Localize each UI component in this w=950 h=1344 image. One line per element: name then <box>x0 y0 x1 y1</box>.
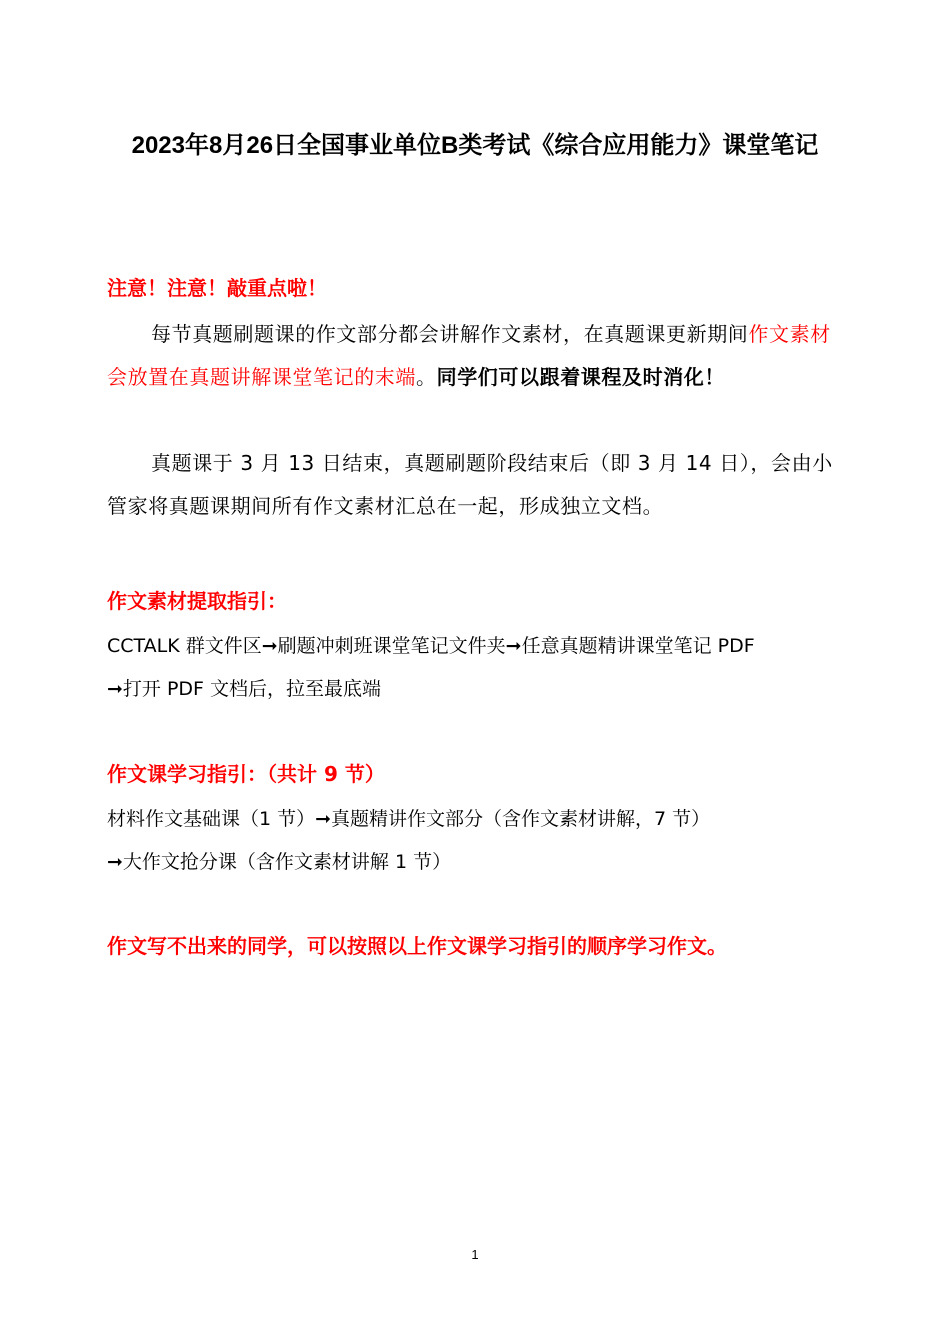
study-guide-section <box>107 759 847 884</box>
notice-paragraph-1 <box>107 313 847 399</box>
study-guide-heading: 作文课学习指引：（共计 9 节） <box>107 762 385 786</box>
study-guide-line-2: ➞大作文抢分课（含作文素材讲解 1 节） <box>107 851 452 873</box>
extraction-guide-heading: 作文素材提取指引： <box>107 589 287 613</box>
notice-paragraph-1-emphasis: 同学们可以跟着课程及时消化！ <box>436 365 726 389</box>
notice-paragraph-1-highlight: 作文素材会放置在真题讲解课堂笔记的末端 <box>107 322 831 389</box>
closing-note: 作文写不出来的同学，可以按照以上作文课学习指引的顺序学习作文。 <box>107 934 727 958</box>
extraction-guide-line-1: CCTALK 群文件区➞刷题冲刺班课堂笔记文件夹➞任意真题精讲课堂笔记 PDF <box>107 635 755 657</box>
notice-heading: 注意！注意！敲重点啦！ <box>107 276 327 300</box>
notice-section <box>107 273 847 528</box>
page-title: 2023年8月26日全国事业单位B类考试《综合应用能力》课堂笔记 <box>131 132 819 159</box>
page-number: 1 <box>471 1247 479 1262</box>
study-guide-line-1: 材料作文基础课（1 节）➞真题精讲作文部分（含作文素材讲解，7 节） <box>107 808 711 830</box>
extraction-guide-line-2: ➞打开 PDF 文档后，拉至最底端 <box>107 678 382 700</box>
notice-paragraph-1-text: 每节真题刷题课的作文部分都会讲解作文素材，在真题课更新期间 <box>151 322 749 346</box>
notice-paragraph-1-period: 。 <box>416 365 437 389</box>
extraction-guide-section <box>107 586 847 711</box>
notice-paragraph-2: 真题课于 3 月 13 日结束，真题刷题阶段结束后（即 3 月 14 日），会由小管家将真题课期间所有作文素材汇总在一起，形成独立文档。 <box>107 451 833 518</box>
closing-note-section <box>107 931 847 961</box>
